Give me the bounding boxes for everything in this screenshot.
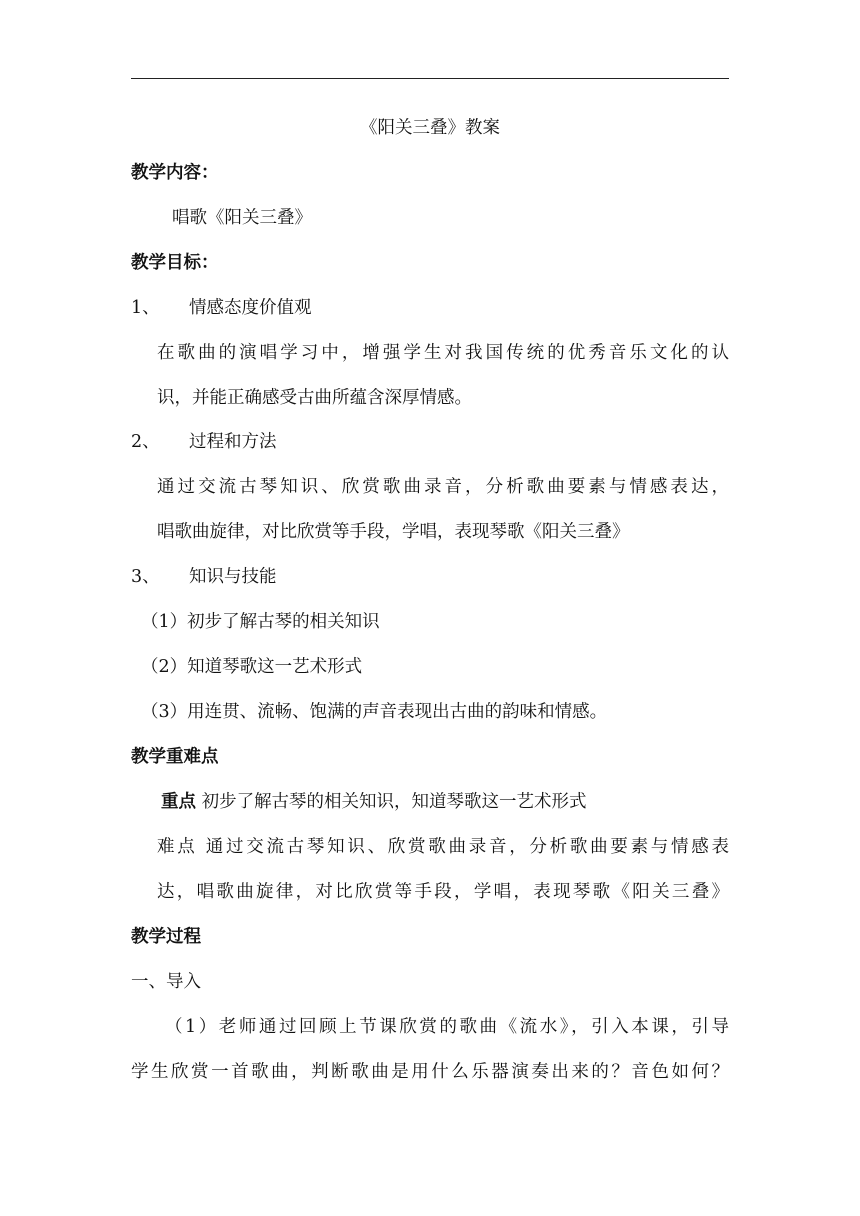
- difficult-point-line-1: 难点 通过交流古琴知识、欣赏歌曲录音，分析歌曲要素与情感表: [157, 837, 729, 857]
- goal-3-item-3: （3）用连贯、流畅、饱满的声音表现出古曲的韵味和情感。: [141, 702, 608, 722]
- goal-2-text-line-1: 通过交流古琴知识、欣赏歌曲录音，分析歌曲要素与情感表达，: [157, 477, 729, 497]
- goal-2-number: 2、: [131, 432, 160, 452]
- section-1-text-line-2: 学生欣赏一首歌曲，判断歌曲是用什么乐器演奏出来的？音色如何？: [131, 1062, 729, 1082]
- goal-3-number: 3、: [131, 567, 160, 587]
- goal-1-number: 1、: [131, 298, 160, 318]
- goal-3-title-row: [131, 565, 277, 589]
- heading-key-difficult-points: 教学重难点: [131, 747, 219, 767]
- section-1-text-line-1: （1）老师通过回顾上节课欣赏的歌曲《流水》，引入本课，引导: [165, 1017, 729, 1037]
- goal-2-text-line-2: 唱歌曲旋律，对比欣赏等手段，学唱，表现琴歌《阳关三叠》: [157, 522, 630, 542]
- goal-3-title: 知识与技能: [189, 567, 277, 587]
- difficult-point-line-2: 达，唱歌曲旋律，对比欣赏等手段，学唱，表现琴歌《阳关三叠》: [157, 882, 729, 902]
- goal-2-title: 过程和方法: [189, 432, 277, 452]
- section-1-title: 一、导入: [131, 972, 201, 992]
- heading-teaching-content: 教学内容：: [131, 163, 219, 183]
- heading-teaching-process: 教学过程: [131, 927, 201, 947]
- goal-3-item-2: （2）知道琴歌这一艺术形式: [141, 657, 363, 677]
- key-point-row: [161, 790, 587, 814]
- teaching-content-text: 唱歌《阳关三叠》: [172, 208, 312, 228]
- header-rule: [131, 78, 729, 79]
- heading-teaching-goals: 教学目标：: [131, 253, 219, 273]
- goal-1-title: 情感态度价值观: [189, 298, 312, 318]
- goal-3-item-1: （1）初步了解古琴的相关知识: [141, 612, 380, 632]
- goal-1-title-row: [131, 296, 312, 320]
- document-title: 《阳关三叠》教案: [360, 118, 500, 138]
- goal-1-text-line-1: 在歌曲的演唱学习中，增强学生对我国传统的优秀音乐文化的认: [157, 343, 729, 363]
- key-point-text: 初步了解古琴的相关知识，知道琴歌这一艺术形式: [196, 792, 587, 812]
- goal-2-title-row: [131, 430, 277, 454]
- goal-1-text-line-2: 识，并能正确感受古曲所蕴含深厚情感。: [157, 388, 472, 408]
- key-point-label: 重点: [161, 792, 196, 812]
